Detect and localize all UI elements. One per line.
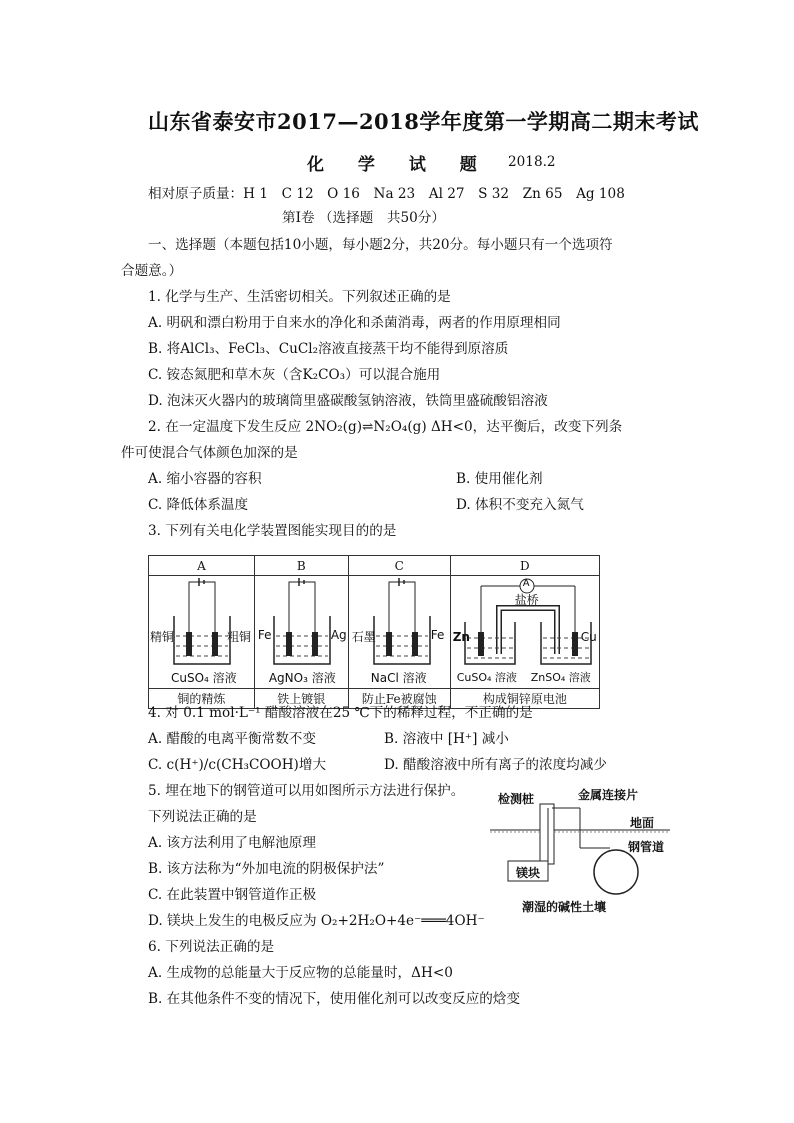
q4-option-a: A. 醋酸的电离平衡常数不变 xyxy=(148,731,316,747)
q2-stem-line2: 件可使混合气体颜色加深的是 xyxy=(121,445,298,461)
solution-b: AgNO₃ 溶液 xyxy=(268,671,336,685)
electrode-b-right: Ag xyxy=(330,628,347,642)
electrode-b-left: Fe xyxy=(257,628,272,642)
electrode-c-left: 石墨 xyxy=(351,630,376,644)
caption-b: 铁上镀银 xyxy=(254,689,348,709)
caption-a: 铜的精炼 xyxy=(149,689,255,709)
q5-stem-line1: 5. 埋在地下的钢管道可以用如图所示方法进行保护。 xyxy=(148,783,465,799)
q6-option-b: B. 在其他条件不变的情况下，使用催化剂可以改变反应的焓变 xyxy=(148,991,521,1007)
q4-option-b: B. 溶液中 [H⁺] 减小 xyxy=(384,731,509,747)
q1-option-c: C. 铵态氮肥和草木灰（含K₂CO₃）可以混合施用 xyxy=(148,367,441,383)
exam-date: 2018.2 xyxy=(508,154,556,170)
volume-heading: 第Ⅰ卷 （选择题 共50分） xyxy=(282,210,445,226)
q6-stem: 6. 下列说法正确的是 xyxy=(148,939,275,955)
q3-stem: 3. 下列有关电化学装置图能实现目的的是 xyxy=(148,523,397,539)
ground-label: 地面 xyxy=(630,816,655,830)
apparatus-d xyxy=(450,576,599,689)
q2-option-a: A. 缩小容器的容积 xyxy=(148,471,262,487)
salt-bridge-label: 盐桥 xyxy=(514,593,539,607)
steel-pipe-label: 钢管道 xyxy=(628,840,665,854)
caption-d: 构成铜锌原电池 xyxy=(450,689,599,709)
q1-option-b: B. 将AlCl₃、FeCl₃、CuCl₂溶液直接蒸干均不能得到原溶质 xyxy=(148,341,509,357)
q4-stem: 4. 对 0.1 mol·L⁻¹ 醋酸溶液在25 ℃下的稀释过程，不正确的是 xyxy=(148,705,533,721)
q3-apparatus-table xyxy=(148,555,600,709)
q6-option-a: A. 生成物的总能量大于反应物的总能量时，ΔH<0 xyxy=(148,965,453,981)
q5-stem-line2: 下列说法正确的是 xyxy=(148,809,257,825)
solution-c: NaCl 溶液 xyxy=(370,671,427,685)
solution-d-left: CuSO₄ 溶液 xyxy=(456,671,517,684)
electrode-d-right: Cu xyxy=(580,630,597,644)
test-post-label: 检测桩 xyxy=(498,792,535,806)
alkaline-soil-label: 潮湿的碱性土壤 xyxy=(522,900,607,914)
subject-title: 化 学 试 题 xyxy=(307,155,491,175)
caption-c: 防止Fe被腐蚀 xyxy=(348,689,450,709)
section-intro-line2: 合题意。） xyxy=(121,263,183,279)
apparatus-c xyxy=(348,576,450,689)
ammeter-label: A xyxy=(522,578,530,589)
q2-option-d: D. 体积不变充入氮气 xyxy=(456,497,584,513)
q4-option-c: C. c(H⁺)/c(CH₃COOH)增大 xyxy=(148,757,327,773)
electrode-a-left: 精铜 xyxy=(150,630,175,644)
q5-option-d: D. 镁块上发生的电极反应为 O₂+2H₂O+4e⁻═══4OH⁻ xyxy=(148,913,485,929)
q1-option-a: A. 明矾和漂白粉用于自来水的净化和杀菌消毒，两者的作用原理相同 xyxy=(148,315,561,331)
section-intro-line1: 一、选择题（本题包括10小题，每小题2分，共20分。每小题只有一个选项符 xyxy=(148,237,613,253)
q2-stem-line1: 2. 在一定温度下发生反应 2NO₂(g)⇌N₂O₄(g) ΔH<0，达平衡后，改变下列条 xyxy=(148,419,623,435)
col-header-d: D xyxy=(450,556,599,576)
metal-connector-label: 金属连接片 xyxy=(578,788,639,802)
q5-option-b: B. 该方法称为“外加电流的阴极保护法” xyxy=(148,861,385,877)
exam-title: 山东省泰安市2017—2018学年度第一学期高二期末考试 xyxy=(148,109,699,134)
col-header-b: B xyxy=(254,556,348,576)
q2-option-b: B. 使用催化剂 xyxy=(456,471,543,487)
q1-stem: 1. 化学与生产、生活密切相关。下列叙述正确的是 xyxy=(148,289,451,305)
solution-d-right: ZnSO₄ 溶液 xyxy=(530,671,591,684)
col-header-a: A xyxy=(149,556,255,576)
solution-a: CuSO₄ 溶液 xyxy=(171,671,237,685)
q5-option-c: C. 在此装置中钢管道作正极 xyxy=(148,887,317,903)
apparatus-a xyxy=(149,576,255,689)
col-header-c: C xyxy=(348,556,450,576)
magnesium-block-label: 镁块 xyxy=(516,866,541,880)
apparatus-b xyxy=(254,576,348,689)
q1-option-d: D. 泡沫灭火器内的玻璃筒里盛碳酸氢钠溶液，铁筒里盛硫酸铝溶液 xyxy=(148,393,548,409)
q4-option-d: D. 醋酸溶液中所有离子的浓度均减少 xyxy=(384,757,607,773)
electrode-a-right: 粗铜 xyxy=(227,630,252,644)
pipe-protection-figure xyxy=(490,786,670,916)
q5-option-a: A. 该方法利用了电解池原理 xyxy=(148,835,316,851)
electrode-d-left: Zn xyxy=(452,630,470,644)
q2-option-c: C. 降低体系温度 xyxy=(148,497,249,513)
atomic-masses: 相对原子质量：H 1 C 12 O 16 Na 23 Al 27 S 32 Zn 65 Ag 108 xyxy=(148,186,625,202)
electrode-c-right: Fe xyxy=(430,628,445,642)
